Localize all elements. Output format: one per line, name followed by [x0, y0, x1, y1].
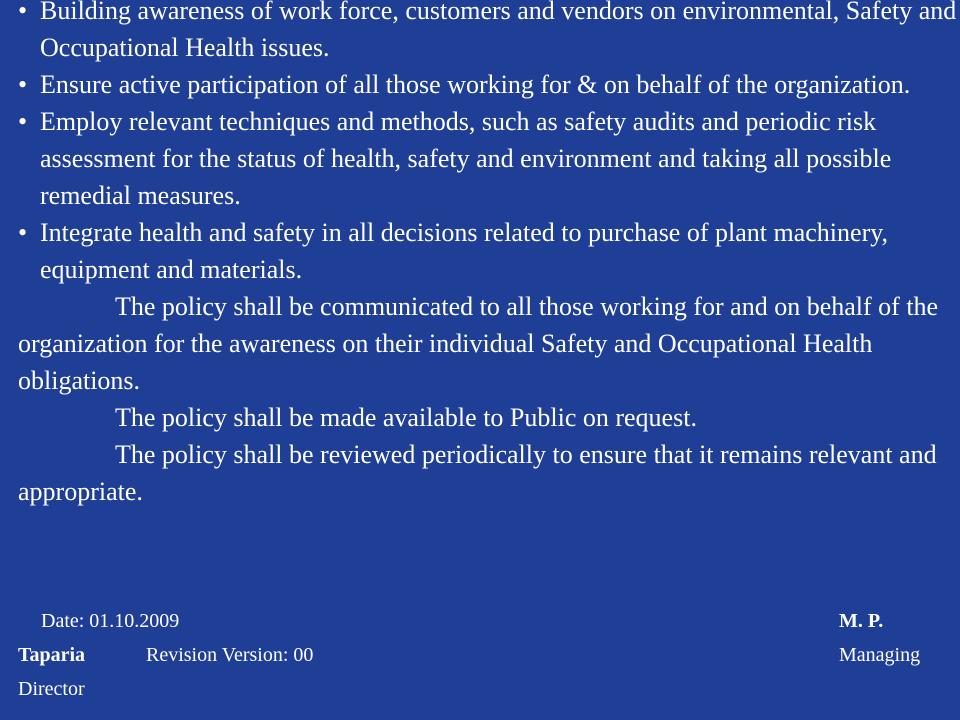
policy-footer [18, 604, 953, 706]
policy-paragraph-review: The policy shall be reviewed periodically to ensure that it remains relevant and appropriate. [18, 440, 937, 506]
signatory-role-second-line: Director [18, 678, 85, 700]
bullet-marker: • [18, 70, 28, 99]
bullet-marker: • [18, 107, 28, 136]
bullet-marker: • [18, 0, 28, 25]
policy-paragraph-public-availability: The policy shall be made available to Public on request. [115, 403, 697, 432]
footer-line-revision [18, 638, 953, 672]
bullet-text: Employ relevant techniques and methods, such as safety audits and periodic risk assessment for the status of health, safety and environment and taking all possible remedial measures. [40, 107, 892, 210]
policy-bullet-2 [18, 66, 958, 103]
policy-bullet-3 [18, 103, 958, 214]
signatory-name-first-line: M. P. [839, 610, 884, 632]
bullet-text: Ensure active participation of all those working for & on behalf of the organization. [40, 70, 911, 99]
signatory-name-second-line: Taparia [18, 644, 86, 666]
policy-bullet-1 [18, 0, 958, 66]
policy-text-block [18, 0, 958, 510]
revision-version: Revision Version: 00 [146, 644, 314, 666]
policy-bullet-4 [18, 214, 958, 288]
footer-line-date [18, 604, 953, 638]
policy-paragraph-communication: The policy shall be communicated to all those working for and on behalf of the organization for the awareness on their individual Safety and Occupational Health obligations. [18, 292, 939, 395]
bullet-text: Building awareness of work force, customers and vendors on environmental, Safety and Occupational Health issues. [40, 0, 957, 62]
bullet-text: Integrate health and safety in all decisions related to purchase of plant machinery, equipment and materials. [40, 218, 889, 284]
policy-date: Date: 01.10.2009 [41, 610, 180, 632]
footer-line-role [18, 672, 953, 706]
signatory-role-first-line: Managing [839, 644, 921, 666]
bullet-marker: • [18, 218, 28, 247]
